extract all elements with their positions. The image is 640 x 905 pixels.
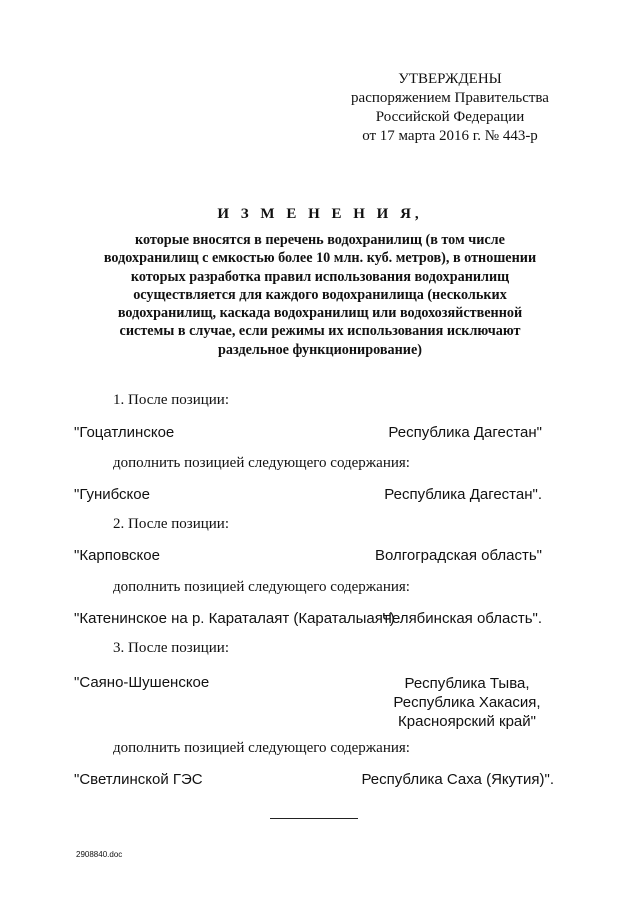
region-name: Республика Дагестан". [384,486,542,503]
reservoir-name: "Катенинское на р. Караталаят (Караталыаят) [74,610,395,627]
reservoir-name: "Карповское [74,547,160,564]
item-2-after-label: 2. После позиции: [113,516,229,532]
subtitle-line: которые вносятся в перечень водохранилищ (в том числе [135,232,505,248]
region-name: Республика Дагестан" [388,424,542,441]
subtitle-line: осуществляется для каждого водохранилища (нескольких [133,286,507,303]
reservoir-name: "Саяно-Шушенское [74,674,210,691]
reservoir-name: "Гоцатлинское [74,424,175,441]
region-name: Республика Хакасия, [393,694,541,711]
reservoir-name: "Светлинской ГЭС [74,771,203,788]
region-name: Красноярский край" [398,713,536,730]
region-list [392,674,542,731]
item-3-after-label: 3. После позиции: [113,640,229,656]
document-subtitle [70,231,570,359]
region-name: Республика Тыва, [404,675,530,692]
end-divider [270,818,358,819]
subtitle-line: водохранилищ, каскада водохранилищ или водохозяйственной [117,305,523,322]
subtitle-line: которых разработка правил использования водохранилищ [130,268,510,285]
item-1-after-label: 1. После позиции: [113,392,229,408]
region-name: Республика Саха (Якутия)". [361,771,554,788]
reservoir-name: "Гунибское [74,486,150,503]
item-3-add-label: дополнить позицией следующего содержания: [113,740,410,756]
approval-line: распоряжением Правительства [351,90,549,106]
approval-stamp [310,70,590,146]
subtitle-line: системы в случае, если режимы их использования исключают [119,323,521,340]
document-heading: И З М Е Н Е Н И Я, [217,206,423,222]
item-1-add-label: дополнить позицией следующего содержания: [113,455,410,471]
region-name: Челябинская область". [381,610,542,627]
document-file-name: 2908840.doc [76,850,123,859]
region-name: Волгоградская область" [374,547,542,564]
item-2-add-label: дополнить позицией следующего содержания: [113,579,410,595]
approval-date: от 17 марта 2016 г. № 443-р [362,128,538,144]
subtitle-line: раздельное функционирование) [218,341,422,358]
approval-title: УТВЕРЖДЕНЫ [398,71,502,87]
subtitle-line: водохранилищ с емкостью более 10 млн. куб. метров), в отношении [103,250,537,267]
approval-line: Российской Федерации [375,109,525,125]
